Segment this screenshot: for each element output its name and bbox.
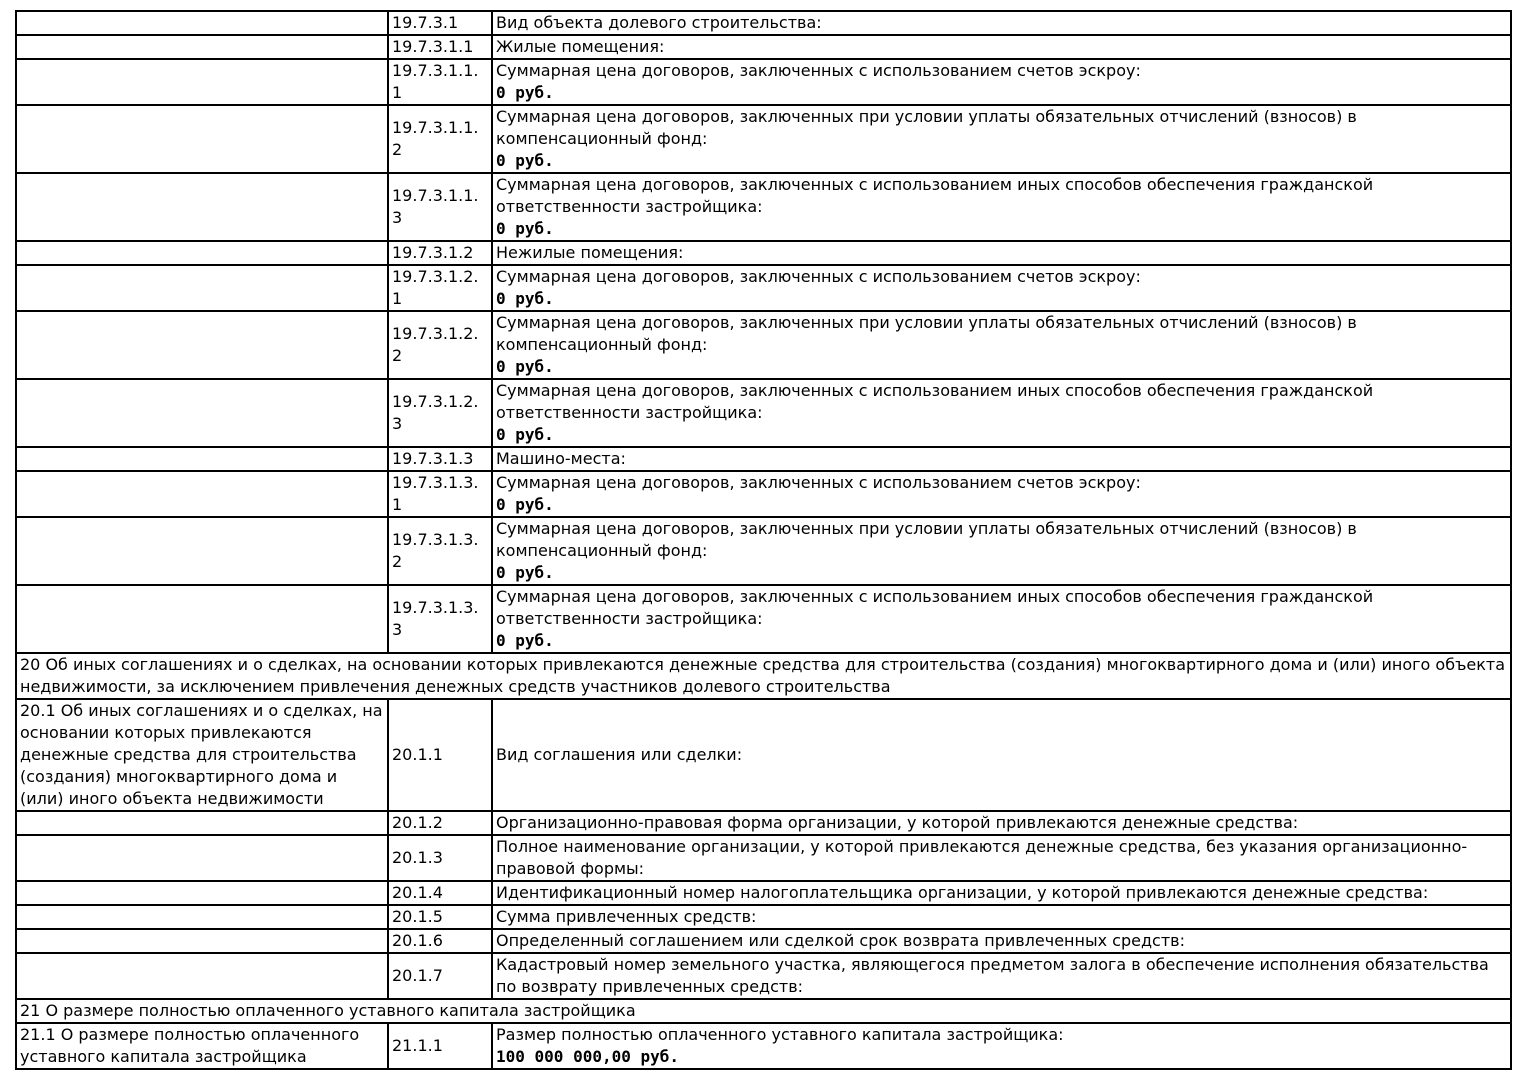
code-cell: 19.7.3.1.2.3 [388, 379, 492, 447]
code-cell: 20.1.1 [388, 699, 492, 811]
field-label: Суммарная цена договоров, заключенных с использованием счетов эскроу: [496, 267, 1141, 286]
field-label: Суммарная цена договоров, заключенных при условии уплаты обязательных отчислений (взносов) в компенсационный фонд: [496, 519, 1357, 560]
table-row [16, 905, 1511, 929]
description-cell [492, 311, 1511, 379]
section-title: 21 О размере полностью оплаченного уставного капитала застройщика [16, 999, 1511, 1023]
group-label-cell [16, 835, 388, 881]
table-row [16, 585, 1511, 653]
description-cell [492, 811, 1511, 835]
group-label-cell: 20.1 Об иных соглашениях и о сделках, на основании которых привлекаются денежные средства для строительства (создания) многоквартирного дома и (или) иного объекта недвижимости [16, 699, 388, 811]
code-cell: 20.1.6 [388, 929, 492, 953]
group-label-cell [16, 11, 388, 35]
description-cell [492, 173, 1511, 241]
field-label: Вид соглашения или сделки: [496, 745, 743, 764]
table-row [16, 471, 1511, 517]
table-row [16, 265, 1511, 311]
field-label: Определенный соглашением или сделкой срок возврата привлеченных средств: [496, 931, 1185, 950]
code-cell: 19.7.3.1.3.2 [388, 517, 492, 585]
field-label: Вид объекта долевого строительства: [496, 13, 822, 32]
section-row [16, 999, 1511, 1023]
description-cell [492, 905, 1511, 929]
field-label: Машино-места: [496, 449, 626, 468]
table-row [16, 173, 1511, 241]
code-cell: 19.7.3.1.3.3 [388, 585, 492, 653]
field-value: 0 руб. [496, 219, 554, 238]
group-label-cell [16, 881, 388, 905]
description-cell [492, 11, 1511, 35]
table-row [16, 11, 1511, 35]
description-cell [492, 379, 1511, 447]
table-row [16, 811, 1511, 835]
field-value: 0 руб. [496, 563, 554, 582]
description-cell [492, 265, 1511, 311]
group-label-cell [16, 585, 388, 653]
table-row [16, 1023, 1511, 1069]
description-cell [492, 929, 1511, 953]
project-declaration-table [15, 10, 1512, 1070]
field-value: 0 руб. [496, 495, 554, 514]
description-cell [492, 881, 1511, 905]
code-cell: 20.1.5 [388, 905, 492, 929]
table-row [16, 241, 1511, 265]
field-label: Размер полностью оплаченного уставного капитала застройщика: [496, 1025, 1064, 1044]
group-label-cell [16, 173, 388, 241]
description-cell [492, 35, 1511, 59]
field-value: 100 000 000,00 руб. [496, 1047, 680, 1066]
group-label-cell: 21.1 О размере полностью оплаченного уставного капитала застройщика [16, 1023, 388, 1069]
section-row [16, 653, 1511, 699]
field-label: Суммарная цена договоров, заключенных с использованием иных способов обеспечения гражданской ответственности застройщика: [496, 587, 1374, 628]
group-label-cell [16, 811, 388, 835]
code-cell: 19.7.3.1.2.2 [388, 311, 492, 379]
field-value: 0 руб. [496, 425, 554, 444]
field-value: 0 руб. [496, 289, 554, 308]
group-label-cell [16, 517, 388, 585]
table-row [16, 311, 1511, 379]
code-cell: 19.7.3.1.3 [388, 447, 492, 471]
description-cell [492, 517, 1511, 585]
code-cell: 19.7.3.1.2 [388, 241, 492, 265]
table-row [16, 379, 1511, 447]
table-row [16, 447, 1511, 471]
group-label-cell [16, 447, 388, 471]
field-value: 0 руб. [496, 357, 554, 376]
group-label-cell [16, 379, 388, 447]
table-row [16, 835, 1511, 881]
table-row [16, 699, 1511, 811]
description-cell [492, 1023, 1511, 1069]
field-label: Суммарная цена договоров, заключенных с использованием иных способов обеспечения гражданской ответственности застройщика: [496, 175, 1374, 216]
code-cell: 21.1.1 [388, 1023, 492, 1069]
code-cell: 20.1.2 [388, 811, 492, 835]
description-cell [492, 447, 1511, 471]
group-label-cell [16, 265, 388, 311]
description-cell [492, 953, 1511, 999]
field-label: Суммарная цена договоров, заключенных с использованием иных способов обеспечения гражданской ответственности застройщика: [496, 381, 1374, 422]
code-cell: 19.7.3.1.1.3 [388, 173, 492, 241]
code-cell: 19.7.3.1.2.1 [388, 265, 492, 311]
description-cell [492, 471, 1511, 517]
table-row [16, 105, 1511, 173]
group-label-cell [16, 35, 388, 59]
code-cell: 19.7.3.1.3.1 [388, 471, 492, 517]
description-cell [492, 835, 1511, 881]
field-label: Полное наименование организации, у которой привлекаются денежные средства, без указания организационно-правовой формы: [496, 837, 1468, 878]
field-label: Идентификационный номер налогоплательщика организации, у которой привлекаются денежные средства: [496, 883, 1429, 902]
code-cell: 19.7.3.1.1.2 [388, 105, 492, 173]
group-label-cell [16, 953, 388, 999]
group-label-cell [16, 311, 388, 379]
group-label-cell [16, 59, 388, 105]
field-label: Кадастровый номер земельного участка, являющегося предметом залога в обеспечение исполнения обязательства по возврату привлеченных средств: [496, 955, 1489, 996]
field-label: Суммарная цена договоров, заключенных с использованием счетов эскроу: [496, 61, 1141, 80]
field-label: Нежилые помещения: [496, 243, 684, 262]
group-label-cell [16, 105, 388, 173]
field-label: Организационно-правовая форма организации, у которой привлекаются денежные средства: [496, 813, 1299, 832]
code-cell: 19.7.3.1.1.1 [388, 59, 492, 105]
section-title: 20 Об иных соглашениях и о сделках, на основании которых привлекаются денежные средства для строительства (создания) многоквартирного дома и (или) иного объекта недвижимости, за исключением привлечения денежных средств участников долевого строительства [16, 653, 1511, 699]
field-label: Суммарная цена договоров, заключенных при условии уплаты обязательных отчислений (взносов) в компенсационный фонд: [496, 313, 1357, 354]
code-cell: 20.1.7 [388, 953, 492, 999]
group-label-cell [16, 241, 388, 265]
code-cell: 19.7.3.1.1 [388, 35, 492, 59]
code-cell: 19.7.3.1 [388, 11, 492, 35]
field-label: Суммарная цена договоров, заключенных с использованием счетов эскроу: [496, 473, 1141, 492]
code-cell: 20.1.3 [388, 835, 492, 881]
field-label: Сумма привлеченных средств: [496, 907, 757, 926]
field-value: 0 руб. [496, 631, 554, 650]
code-cell: 20.1.4 [388, 881, 492, 905]
group-label-cell [16, 471, 388, 517]
group-label-cell [16, 905, 388, 929]
table-row [16, 929, 1511, 953]
description-cell [492, 241, 1511, 265]
table-row [16, 517, 1511, 585]
table-row [16, 881, 1511, 905]
field-value: 0 руб. [496, 83, 554, 102]
table-row [16, 59, 1511, 105]
description-cell [492, 105, 1511, 173]
field-label: Суммарная цена договоров, заключенных при условии уплаты обязательных отчислений (взносов) в компенсационный фонд: [496, 107, 1357, 148]
description-cell [492, 699, 1511, 811]
table-row [16, 953, 1511, 999]
table-row [16, 35, 1511, 59]
description-cell [492, 59, 1511, 105]
description-cell [492, 585, 1511, 653]
field-value: 0 руб. [496, 151, 554, 170]
group-label-cell [16, 929, 388, 953]
field-label: Жилые помещения: [496, 37, 665, 56]
